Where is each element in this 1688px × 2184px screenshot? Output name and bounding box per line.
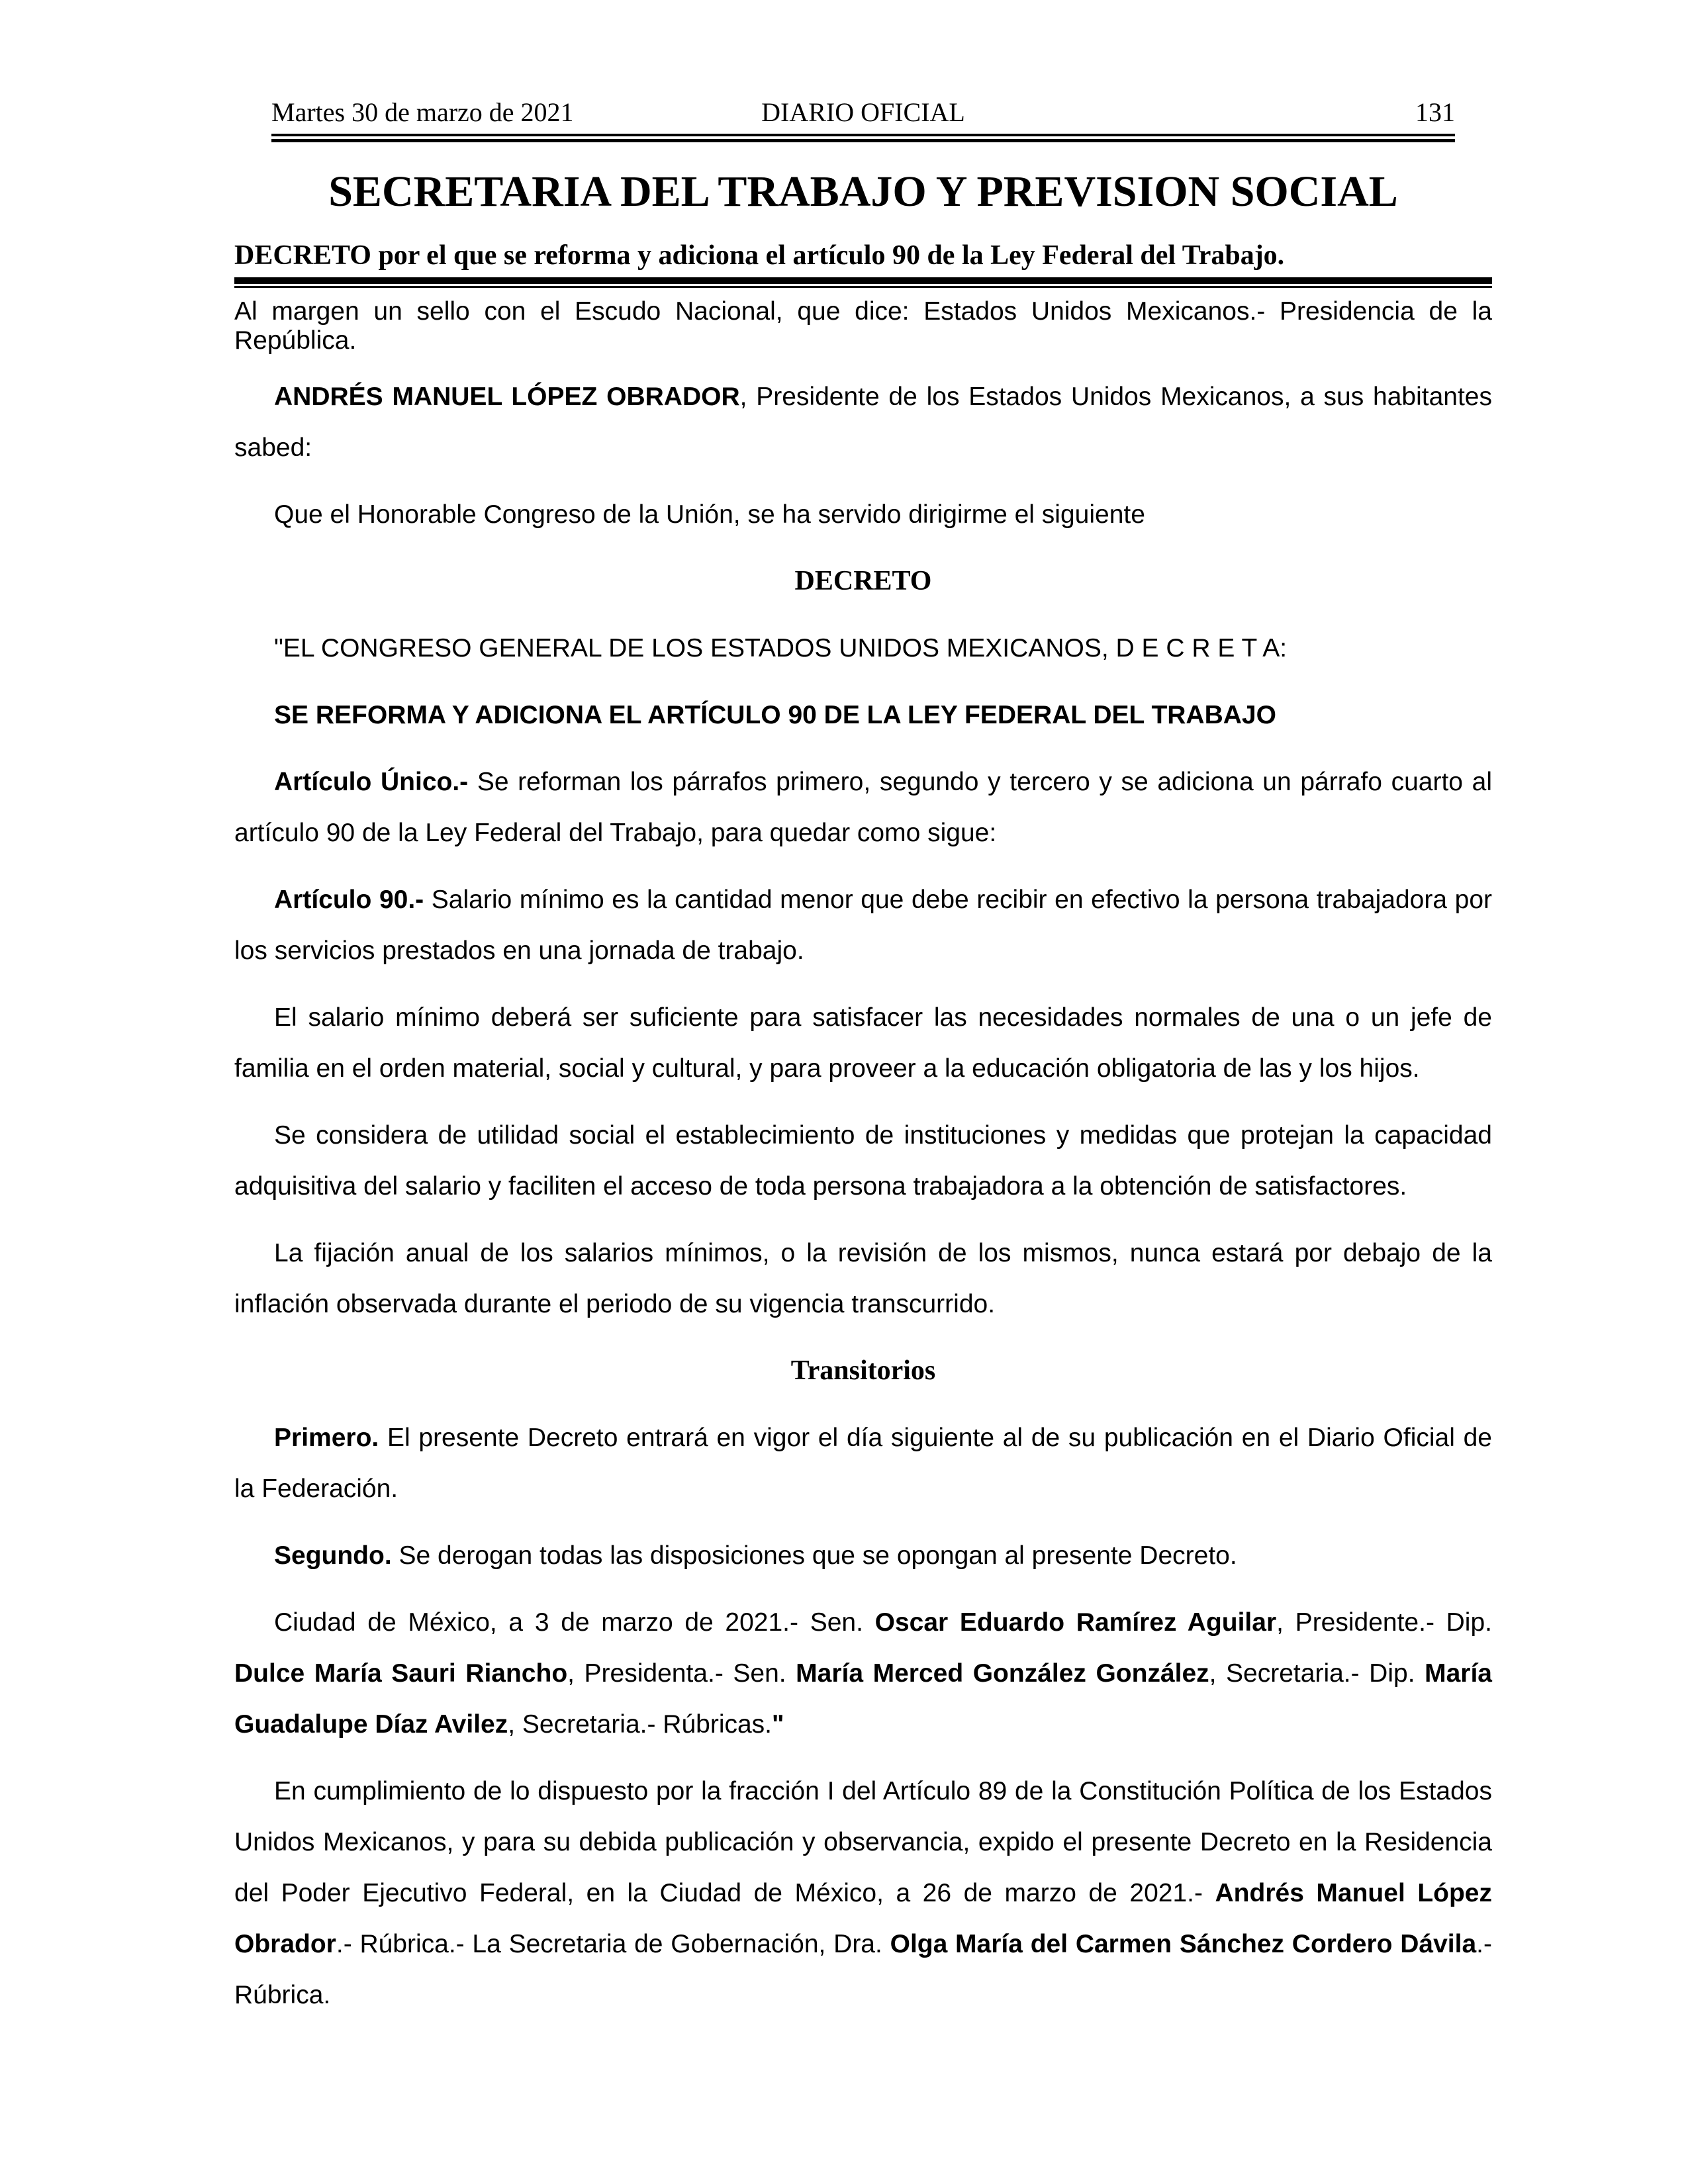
paragraph-se-reforma: SE REFORMA Y ADICIONA EL ARTÍCULO 90 DE LA LEY FEDERAL DEL TRABAJO [274, 701, 1276, 729]
paragraph-articulo-unico: Artículo Único.- Se reforman los párrafos primero, segundo y tercero y se adiciona un párrafo cuarto al artículo 90 de la Ley Federal del Trabajo, para quedar como sigue: [234, 768, 1492, 847]
paragraph-salario-minimo: El salario mínimo deberá ser suficiente para satisfacer las necesidades normales de una o un jefe de familia en el orden material, social y cultural, y para proveer a la educación obligatoria de las y los hijos. [234, 1003, 1492, 1083]
header-publication: DIARIO OFICIAL [761, 97, 965, 127]
heading-transitorios: Transitorios [790, 1355, 936, 1386]
paragraph-segundo: Segundo. Se derogan todas las disposiciones que se opongan al presente Decreto. [274, 1541, 1237, 1570]
heading-decreto: DECRETO [794, 566, 932, 596]
signer-name: Oscar Eduardo Ramírez Aguilar [874, 1608, 1277, 1637]
signer-name: Dulce María Sauri Riancho [234, 1659, 568, 1688]
header-date: Martes 30 de marzo de 2021 [271, 97, 574, 127]
paragraph-utilidad-social: Se considera de utilidad social el establecimiento de instituciones y medidas que protejan la capacidad adquisitiva del salario y faciliten el acceso de toda persona trabajadora a la obtención de satisfactores. [234, 1121, 1492, 1201]
page-header [271, 99, 1455, 126]
paragraph-presidente: ANDRÉS MANUEL LÓPEZ OBRADOR, Presidente de los Estados Unidos Mexicanos, a sus habitantes sabed: [234, 383, 1492, 462]
paragraph-cumplimiento: En cumplimiento de lo dispuesto por la fracción I del Artículo 89 de la Constitución Política de los Estados Unidos Mexicanos, y para su debida publicación y observancia, expido el presente Decreto en la Residencia del Poder Ejecutivo Federal, en la Ciudad de México, a 26 de marzo de 2021.- Andrés Manuel López Obrador.- Rúbrica.- La Secretaria de Gobernación, Dra. Olga María del Carmen Sánchez Cordero Dávila.- Rúbrica. [234, 1777, 1492, 2009]
paragraph-escudo: Al margen un sello con el Escudo Nacional, que dice: Estados Unidos Mexicanos.- Presidencia de la República. [234, 297, 1492, 355]
paragraph-primero: Primero. El presente Decreto entrará en vigor el día siguiente al de su publicación en el Diario Oficial de la Federación. [234, 1424, 1492, 1503]
paragraph-articulo-90: Artículo 90.- Salario mínimo es la cantidad menor que debe recibir en efectivo la persona trabajadora por los servicios prestados en una jornada de trabajo. [234, 886, 1493, 965]
paragraph-decreta: "EL CONGRESO GENERAL DE LOS ESTADOS UNIDOS MEXICANOS, D E C R E T A: [274, 634, 1288, 662]
paragraph-congreso: Que el Honorable Congreso de la Unión, se ha servido dirigirme el siguiente [274, 500, 1145, 529]
decree-double-rule [234, 277, 1492, 288]
signer-name: María Merced González González [796, 1659, 1209, 1688]
section-title: SECRETARIA DEL TRABAJO Y PREVISION SOCIAL [328, 167, 1398, 216]
header-double-rule [271, 134, 1455, 142]
signer-name: María Guadalupe Díaz Avilez [234, 1659, 1492, 1739]
header-page-number: 131 [1415, 97, 1455, 127]
paragraph-firmas: Ciudad de México, a 3 de marzo de 2021.- Sen. Oscar Eduardo Ramírez Aguilar, Presidente.- Dip. Dulce María Sauri Riancho, Presidenta.- Sen. María Merced González González, Secretaria.- Dip. María Guadalupe Díaz Avilez, Secretaria.- Rúbricas." [234, 1608, 1493, 1739]
signer-name: Andrés Manuel López Obrador [234, 1879, 1492, 1958]
decree-heading: DECRETO por el que se reforma y adiciona el artículo 90 de la Ley Federal del Trabajo. [234, 240, 1285, 271]
paragraph-fijacion-anual: La fijación anual de los salarios mínimos, o la revisión de los mismos, nunca estará por debajo de la inflación observada durante el periodo de su vigencia transcurrido. [234, 1239, 1492, 1318]
signer-name: Olga María del Carmen Sánchez Cordero Dávila [890, 1930, 1477, 1958]
president-name: ANDRÉS MANUEL LÓPEZ OBRADOR [274, 383, 740, 411]
